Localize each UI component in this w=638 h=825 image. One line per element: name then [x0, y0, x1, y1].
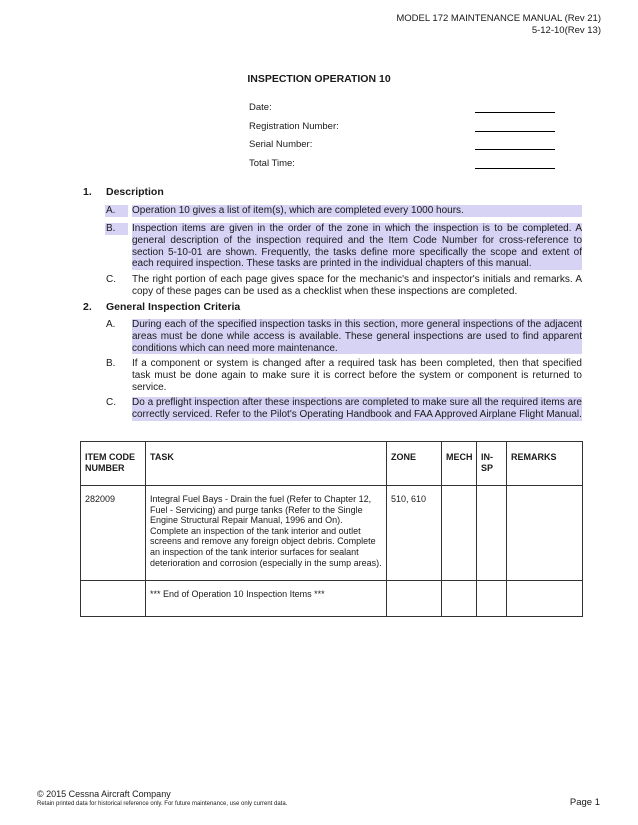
total-time-label: Total Time:	[249, 158, 295, 169]
item-text: Do a preflight inspection after these inspections are completed to make sure all the required items are correctly serviced. Refer to the Pilot's Operating Handbook and FAA Approved Airplane Flight Manual.	[132, 397, 582, 420]
insp-cell	[477, 581, 507, 617]
item-text: During each of the specified inspection tasks in this section, more general inspections of the adjacent areas must be done while access is available. These general inspections are used to find apparent conditions which can need more maintenance.	[132, 319, 582, 354]
header-item-code: ITEM CODE NUMBER	[81, 442, 146, 486]
item-code-cell	[81, 581, 146, 617]
registration-number-field	[249, 121, 555, 135]
date-field	[249, 102, 555, 116]
total-time-field	[249, 158, 555, 172]
section-number: 2.	[83, 301, 92, 313]
description-item-b	[105, 223, 582, 270]
remarks-cell	[507, 486, 583, 581]
registration-number-blank	[475, 131, 555, 132]
header-zone: ZONE	[387, 442, 442, 486]
criteria-item-b	[105, 358, 582, 393]
mech-cell	[442, 486, 477, 581]
header-mech: MECH	[442, 442, 477, 486]
section-description-heading	[83, 186, 164, 198]
table-row-end	[81, 581, 583, 617]
inspection-items-table	[80, 441, 583, 617]
page-footer	[37, 789, 287, 809]
date-label: Date:	[249, 102, 272, 113]
table-header-row	[81, 442, 583, 486]
serial-number-blank	[475, 149, 555, 150]
task-cell: Integral Fuel Bays - Drain the fuel (Refer to Chapter 12, Fuel - Servicing) and purge tanks (Refer to the Single Engine Structural Repair Manual, 1996 and On). Complete an inspection of the tank interior and outlet screens and remove any foreign object debris. Complete an inspection of the tank interior surfaces for sealant deterioration and corrosion (especially in the sump areas).	[146, 486, 387, 581]
item-label: A.	[106, 319, 116, 330]
operation-title: INSPECTION OPERATION 10	[247, 73, 391, 85]
item-label: C.	[106, 274, 116, 285]
description-item-c	[105, 274, 582, 298]
disclaimer: Retain printed data for historical reference only. For future maintenance, use only current data.	[37, 801, 288, 807]
item-label: B.	[106, 358, 116, 369]
header-insp: IN- SP	[477, 442, 507, 486]
copyright: © 2015 Cessna Aircraft Company	[37, 789, 171, 799]
item-text: Operation 10 gives a list of item(s), which are completed every 1000 hours.	[132, 205, 582, 217]
section-criteria-heading	[83, 301, 240, 313]
mech-cell	[442, 581, 477, 617]
item-text: Inspection items are given in the order of the zone in which the inspection is to be completed. A general description of the inspection required and the Item Code Number for cross-reference to section 5-10-01 are shown. Frequently, the tasks define more specifically the scope and extent of each required inspection. These tasks are printed in the individual chapters of this manual.	[132, 223, 582, 270]
item-label: C.	[106, 397, 116, 408]
section-title: General Inspection Criteria	[106, 301, 241, 313]
page-number: Page 1	[569, 797, 600, 808]
item-text: The right portion of each page gives space for the mechanic's and inspector's initials and remarks. A copy of these pages can be used as a checklist when these inspections are completed.	[132, 274, 582, 297]
serial-number-label: Serial Number:	[249, 139, 313, 150]
end-of-items-cell: *** End of Operation 10 Inspection Items ***	[146, 581, 387, 617]
remarks-cell	[507, 581, 583, 617]
item-text: If a component or system is changed after a required task has been completed, then that specified task must be done again to make sure it is correct before the system or component is returned to service.	[132, 358, 582, 393]
registration-number-label: Registration Number:	[249, 121, 339, 132]
manual-title: MODEL 172 MAINTENANCE MANUAL (Rev 21)	[396, 13, 601, 24]
zone-cell	[387, 581, 442, 617]
total-time-blank	[475, 168, 555, 169]
header-remarks: REMARKS	[507, 442, 583, 486]
criteria-item-a	[105, 319, 582, 354]
serial-number-field	[249, 139, 555, 153]
item-label: B.	[105, 223, 128, 235]
page-header	[396, 13, 601, 37]
description-item-a	[105, 205, 582, 217]
section-title: Description	[106, 186, 164, 198]
zone-cell: 510, 610	[387, 486, 442, 581]
criteria-item-c	[105, 397, 582, 421]
section-number: 1.	[83, 186, 92, 198]
revision-date: 5-12-10(Rev 13)	[531, 25, 601, 36]
insp-cell	[477, 486, 507, 581]
table-row	[81, 486, 583, 581]
date-blank	[475, 112, 555, 113]
header-task: TASK	[146, 442, 387, 486]
item-label: A.	[105, 205, 128, 217]
item-code-cell: 282009	[81, 486, 146, 581]
